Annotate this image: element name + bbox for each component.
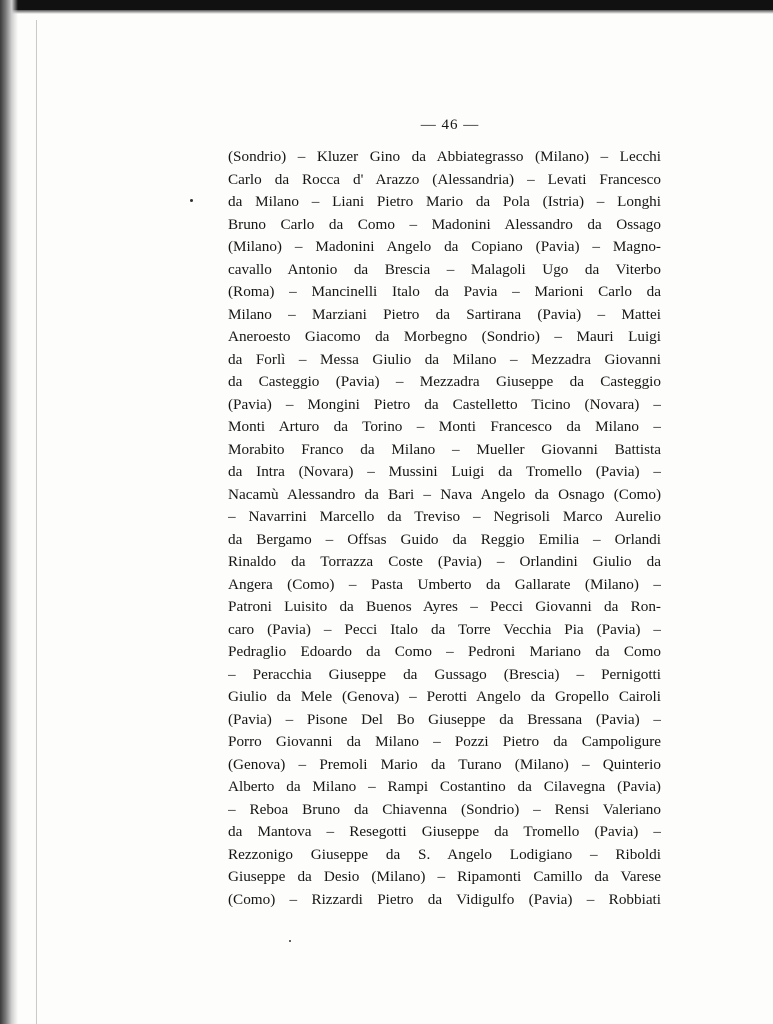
text-line: da Mantova – Resegotti Giuseppe da Tromello (Pavia) – — [228, 823, 661, 840]
text-line: (Roma) – Mancinelli Italo da Pavia – Marioni Carlo da — [228, 283, 661, 300]
text-line: caro (Pavia) – Pecci Italo da Torre Vecchia Pia (Pavia) – — [228, 620, 661, 638]
ink-speck — [190, 199, 193, 202]
text-line: Rezzonigo Giuseppe da S. Angelo Lodigiano – Riboldi — [228, 845, 661, 863]
margin-crease — [36, 20, 37, 1024]
text-line: Angera (Como) – Pasta Umberto da Gallarate (Milano) – — [228, 575, 661, 593]
page-number: — 46 — — [420, 117, 480, 133]
text-line: Giulio da Mele (Genova) – Perotti Angelo da Gropello Cairoli — [228, 688, 661, 705]
text-line: da Intra (Novara) – Mussini Luigi da Tromello (Pavia) – — [228, 463, 661, 480]
text-line: (Como) – Rizzardi Pietro da Vidigulfo (Pavia) – Robbiati — [228, 890, 661, 908]
body-text — [228, 146, 661, 911]
ink-speck — [289, 940, 291, 942]
text-line: Nacamù Alessandro da Bari – Nava Angelo da Osnago (Como) — [228, 485, 661, 503]
text-line: – Peracchia Giuseppe da Gussago (Brescia) – Pernigotti — [228, 665, 661, 683]
text-line: (Milano) – Madonini Angelo da Copiano (Pavia) – Magno- — [228, 238, 661, 255]
text-line: Patroni Luisito da Buenos Ayres – Pecci Giovanni da Ron- — [228, 598, 661, 615]
text-line: Bruno Carlo da Como – Madonini Alessandro da Ossago — [228, 215, 661, 233]
text-line: da Casteggio (Pavia) – Mezzadra Giuseppe da Casteggio — [228, 373, 661, 390]
text-line: Monti Arturo da Torino – Monti Francesco da Milano – — [228, 418, 661, 435]
text-line: da Milano – Liani Pietro Mario da Pola (Istria) – Longhi — [228, 193, 661, 210]
text-line: da Bergamo – Offsas Guido da Reggio Emilia – Orlandi — [228, 530, 661, 548]
text-line: (Pavia) – Pisone Del Bo Giuseppe da Bressana (Pavia) – — [228, 710, 661, 728]
text-line: – Navarrini Marcello da Treviso – Negrisoli Marco Aurelio — [228, 508, 661, 525]
text-line: da Forlì – Messa Giulio da Milano – Mezzadra Giovanni — [228, 350, 661, 368]
text-line: Morabito Franco da Milano – Mueller Giovanni Battista — [228, 440, 661, 458]
text-line: (Sondrio) – Kluzer Gino da Abbiategrasso (Milano) – Lecchi — [228, 148, 661, 165]
text-line: Milano – Marziani Pietro da Sartirana (Pavia) – Mattei — [228, 305, 661, 323]
scan-top-shadow — [0, 10, 773, 14]
text-line: Carlo da Rocca d' Arazzo (Alessandria) – Levati Francesco — [228, 170, 661, 188]
scan-top-edge — [0, 0, 773, 10]
text-line: – Reboa Bruno da Chiavenna (Sondrio) – Rensi Valeriano — [228, 800, 661, 818]
text-line: Pedraglio Edoardo da Como – Pedroni Mariano da Como — [228, 643, 661, 660]
text-line: Rinaldo da Torrazza Coste (Pavia) – Orlandini Giulio da — [228, 553, 661, 570]
text-line: (Pavia) – Mongini Pietro da Castelletto Ticino (Novara) – — [228, 395, 661, 413]
text-line: Aneroesto Giacomo da Morbegno (Sondrio) – Mauri Luigi — [228, 328, 661, 345]
text-line: Giuseppe da Desio (Milano) – Ripamonti Camillo da Varese — [228, 868, 661, 885]
book-binding-shadow — [0, 0, 18, 1024]
text-line: Alberto da Milano – Rampi Costantino da Cilavegna (Pavia) — [228, 778, 661, 795]
text-line: cavallo Antonio da Brescia – Malagoli Ugo da Viterbo — [228, 260, 661, 278]
text-line: (Genova) – Premoli Mario da Turano (Milano) – Quinterio — [228, 755, 661, 773]
text-line: Porro Giovanni da Milano – Pozzi Pietro da Campoligure — [228, 733, 661, 750]
